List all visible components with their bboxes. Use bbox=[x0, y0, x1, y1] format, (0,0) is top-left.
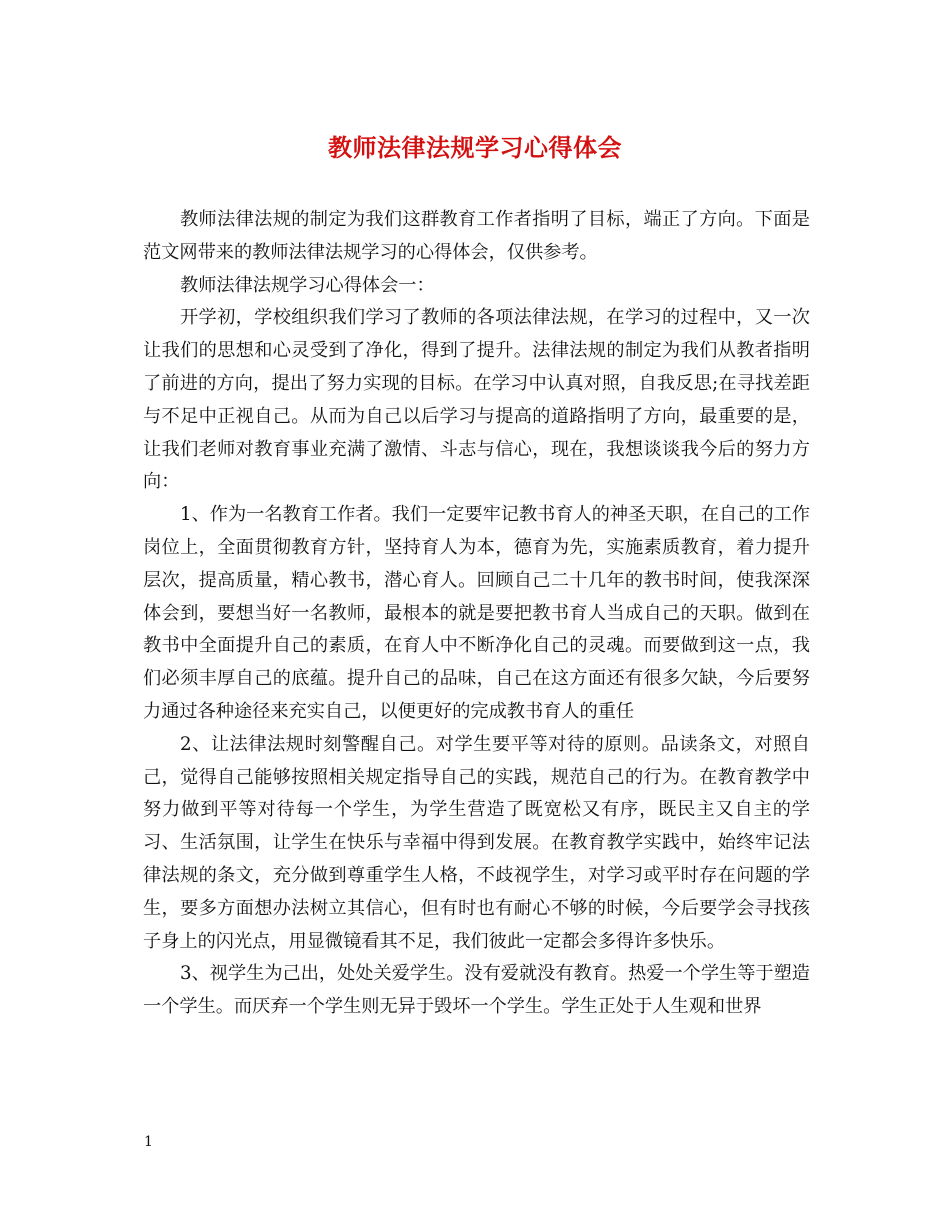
paragraph-point-3: 3、视学生为己出，处处关爱学生。没有爱就没有教育。热爱一个学生等于塑造一个学生。而厌弃一个学生则无异于毁坏一个学生。学生正处于人生观和世界 bbox=[143, 963, 810, 1018]
document-title: 教师法律法规学习心得体会 bbox=[328, 133, 622, 162]
page-number: 1 bbox=[144, 1134, 153, 1150]
document-body bbox=[143, 204, 810, 1024]
paragraph-point-2: 2、让法律法规时刻警醒自己。对学生要平等对待的原则。品读条文，对照自己，觉得自己能够按照相关规定指导自己的实践，规范自己的行为。在教育教学中努力做到平等对待每一个学生，为学生营造了既宽松又有序，既民主又自主的学习、生活氛围，让学生在快乐与幸福中得到发展。在教育教学实践中，始终牢记法律法规的条文，充分做到尊重学生人格，不歧视学生，对学习或平时存在问题的学生，要多方面想办法树立其信心，但有时也有耐心不够的时候，今后要学会寻找孩子身上的闪光点，用显微镜看其不足，我们彼此一定都会多得许多快乐。 bbox=[143, 733, 810, 952]
paragraph-intro: 教师法律法规的制定为我们这群教育工作者指明了目标，端正了方向。下面是范文网带来的教师法律法规学习的心得体会，仅供参考。 bbox=[143, 209, 810, 263]
paragraph-point-1: 1、作为一名教育工作者。我们一定要牢记教书育人的神圣天职，在自己的工作岗位上，全面贯彻教育方针，坚持育人为本，德育为先，实施素质教育，着力提升层次，提高质量，精心教书，潜心育人。回顾自己二十几年的教书时间，使我深深体会到，要想当好一名教师，最根本的就是要把教书育人当成自己的天职。做到在教书中全面提升自己的素质，在育人中不断净化自己的灵魂。而要做到这一点，我们必须丰厚自己的底蕴。提升自己的品味，自己在这方面还有很多欠缺，今后要努力通过各种途径来充实自己，以便更好的完成教书育人的重任 bbox=[143, 504, 810, 722]
paragraph-opening: 开学初，学校组织我们学习了教师的各项法律法规，在学习的过程中，又一次让我们的思想和心灵受到了净化，得到了提升。法律法规的制定为我们从教者指明了前进的方向，提出了努力实现的目标。在学习中认真对照，自我反思;在寻找差距与不足中正视自己。从而为自己以后学习与提高的道路指明了方向，最重要的是，让我们老师对教育事业充满了激情、斗志与信心，现在，我想谈谈我今后的努力方向： bbox=[143, 307, 810, 493]
paragraph-subheading: 教师法律法规学习心得体会一： bbox=[180, 274, 435, 296]
